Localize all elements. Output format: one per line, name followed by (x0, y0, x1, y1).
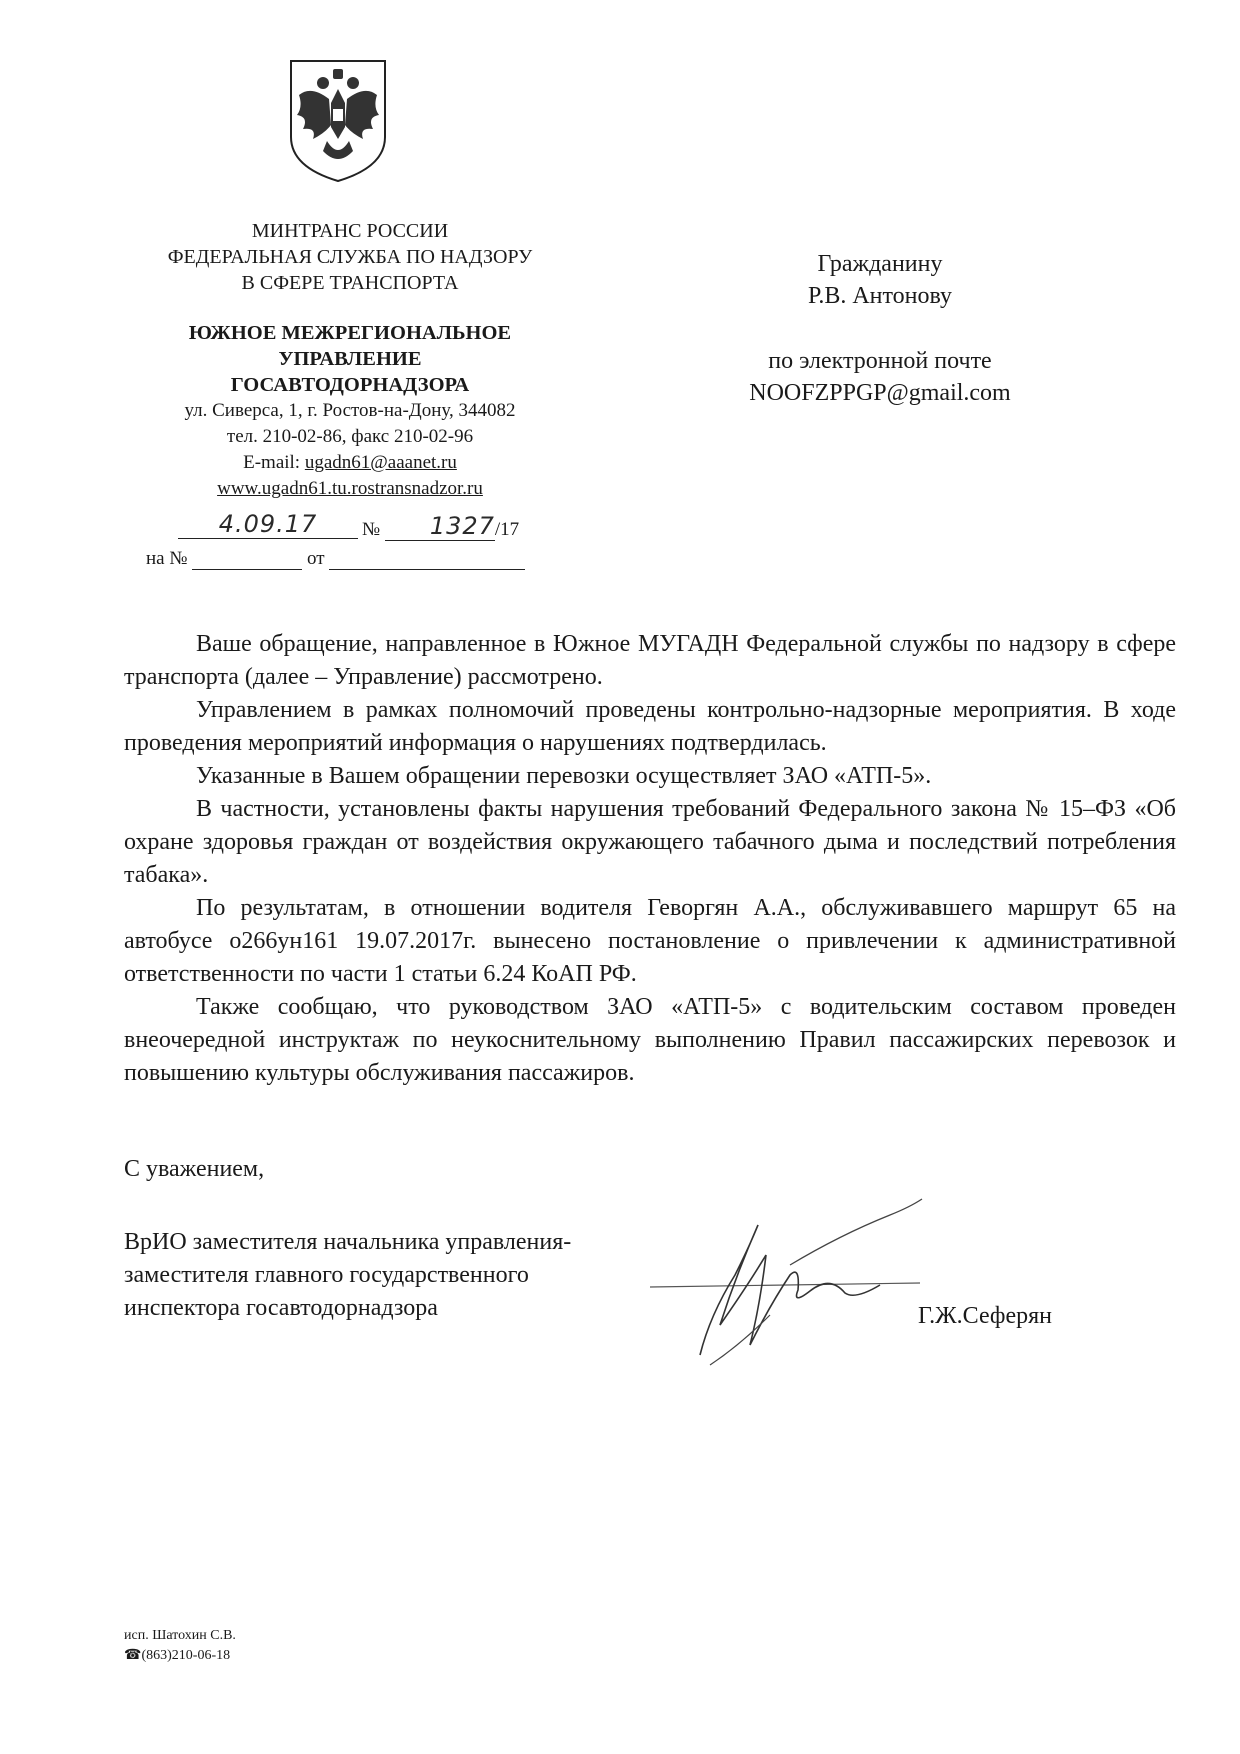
recipient-name: Р.В. Антонову (807, 283, 953, 309)
number-suffix: /17 (494, 519, 520, 540)
region-line: ГОСАВТОДОРНАДЗОРА (230, 374, 470, 396)
ministry-line: ФЕДЕРАЛЬНАЯ СЛУЖБА ПО НАДЗОРУ (167, 246, 533, 268)
ministry-header (120, 218, 580, 296)
email-link[interactable]: ugadn61@aaanet.ru (304, 452, 457, 473)
contact-block (120, 398, 580, 502)
body-paragraph: Также сообщаю, что руководством ЗАО «АТП-5» с водительским составом проведен внеочередной инструктаж по неукоснительному выполнению Правил пассажирских перевозок и повышению культуры обслуживания пассажиров. (124, 994, 1176, 1086)
coat-of-arms-emblem (283, 55, 393, 185)
registration-number: 1327 (385, 512, 495, 541)
body-paragraph: Управлением в рамках полномочий проведены контрольно-надзорные мероприятия. В ходе проведения мероприятий информация о нарушениях подтвердилась. (124, 697, 1176, 756)
handwritten-signature (640, 1195, 970, 1385)
website-link[interactable]: www.ugadn61.tu.rostransnadzor.ru (217, 478, 483, 499)
position-line: заместителя главного государственного (124, 1262, 529, 1288)
email-line (120, 450, 580, 476)
region-line: ЮЖНОЕ МЕЖРЕГИОНАЛЬНОЕ (188, 322, 512, 344)
executor-block (124, 1626, 236, 1666)
reply-label: на № (146, 548, 188, 569)
delivery-method: по электронной почте (768, 348, 992, 374)
registration-date-line (178, 510, 358, 539)
region-line: УПРАВЛЕНИЕ (278, 348, 422, 370)
region-header (120, 320, 580, 398)
ministry-line: МИНТРАНС РОССИИ (251, 220, 449, 242)
reply-date-blank (329, 551, 525, 570)
position-line: инспектора госавтодорнадзора (124, 1295, 438, 1321)
body-paragraph: Указанные в Вашем обращении перевозки осуществляет ЗАО «АТП-5». (196, 763, 932, 789)
signer-position (124, 1226, 571, 1325)
registration-date: 4.09.17 (178, 510, 358, 539)
recipient-block (660, 248, 1100, 312)
reply-number-blank (192, 551, 302, 570)
executor-phone-line (124, 1646, 236, 1666)
recipient-title: Гражданину (817, 251, 943, 277)
from-label: от (306, 548, 325, 569)
body-paragraph: В частности, установлены факты нарушения требований Федерального закона № 15–ФЗ «Об охране здоровья граждан от воздействия окружающего табачного дыма и последствий потребления табака». (124, 796, 1176, 888)
executor-name: исп. Шатохин С.В. (124, 1628, 236, 1643)
email-label: E-mail: (243, 452, 305, 473)
letter-body (124, 628, 1176, 1090)
reply-reference-line (146, 548, 525, 570)
number-label: № (362, 519, 381, 540)
body-paragraph: Ваше обращение, направленное в Южное МУГАДН Федеральной службы по надзору в сфере транспорта (далее – Управление) рассмотрено. (124, 631, 1176, 690)
signer-name: Г.Ж.Сеферян (918, 1303, 1053, 1329)
recipient-email[interactable]: NOOFZPPGP@gmail.com (749, 380, 1011, 406)
body-paragraph: По результатам, в отношении водителя Геворгян А.А., обслуживавшего маршрут 65 на автобусе о266ун161 19.07.2017г. вынесено постановление о привлечении к административной ответственности по части 1 статьи 6.24 КоАП РФ. (124, 895, 1176, 987)
ministry-line: В СФЕРЕ ТРАНСПОРТА (241, 272, 459, 294)
address: ул. Сиверса, 1, г. Ростов-на-Дону, 344082 (184, 400, 516, 421)
phones: тел. 210-02-86, факс 210-02-96 (226, 426, 474, 447)
registration-number-line (362, 512, 519, 541)
phone-icon: ☎ (124, 1648, 142, 1663)
position-line: ВрИО заместителя начальника управления- (124, 1229, 572, 1255)
delivery-block (660, 345, 1100, 409)
executor-phone: (863)210-06-18 (141, 1648, 231, 1663)
greeting: С уважением, (124, 1156, 265, 1182)
